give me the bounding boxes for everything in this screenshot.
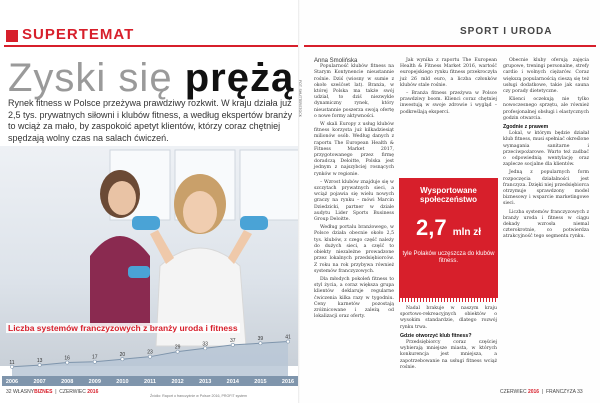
article-title xyxy=(8,56,294,101)
left-footer-mag-2: BIZNES xyxy=(34,389,53,395)
callout-line1: Wysportowane xyxy=(420,186,477,195)
chart-tick-label: 2012 xyxy=(171,379,184,385)
right-section-label: SPORT I URODA xyxy=(460,26,553,37)
text-column-3 xyxy=(503,58,589,384)
paragraph: – Branża fitness przeżywa w Polsce prawdziwy boom. Klienci coraz chętniej inwestują w swoje zdrowie i wygląd – podkreślają eksperci. xyxy=(400,91,497,115)
paragraph: Jak wynika z raportu The European Health & Fitness Market 2016, wartość europejskiego rynku fitness przekroczyła już 26 mld euro, a liczba członków klubów stale rośnie. xyxy=(400,58,497,88)
franchise-chart xyxy=(2,324,298,386)
callout-value xyxy=(399,216,498,245)
left-footer-year: 2016 xyxy=(87,389,99,395)
title-bold: prężą xyxy=(184,56,295,100)
header-rule xyxy=(4,45,298,47)
text-column-2-bottom xyxy=(400,306,497,386)
callout-number: 2,7 xyxy=(415,215,447,240)
left-footer: 32 WŁASNYBIZNES | CZERWIEC 2016 xyxy=(6,389,99,395)
chart-tick-label: 2009 xyxy=(88,379,101,385)
section-label-part1: SUPER xyxy=(22,26,79,43)
chart-title: Liczba systemów franczyzowych z branży uroda i fitness xyxy=(8,323,238,333)
chart-tick-label: 2006 xyxy=(5,379,19,385)
chart-tick-label: 2011 xyxy=(144,379,156,385)
paragraph: Popularność klubów fitness na Starym Kontynencie nieustannie rośnie. Dziś (wiosny w sumie z około sześćset lat). Branża, w której Polska ma także swój udział, to dziś niezwykle dynamiczny rynek, który nieustannie poszerza swoją ofertę o nowe formy aktywności. xyxy=(314,64,394,119)
chart-source: Źródło: Raport o franczyźnie w Polsce 2016, PROFIT system xyxy=(150,394,248,398)
chart-data-label: 41 xyxy=(285,334,291,341)
chart-tick-label: 2014 xyxy=(226,379,239,385)
chart-data-label: 39 xyxy=(257,336,264,343)
paragraph: Według portalu branżowego, w Polsce działa obecnie około 2,5 tys. klubów, z czego część należy do dużych sieci, a część to obiekty niezależne prowadzone przez lokalnych przedsiębiorców. Z roku na rok przybywa również systemów franczyzowych. xyxy=(314,225,394,274)
author-name: Anna Smolińska xyxy=(314,58,358,64)
section-label-part2: TEMAT xyxy=(78,26,135,43)
callout-unit: mln zł xyxy=(452,227,482,238)
chart-tick-label: 2007 xyxy=(33,379,46,385)
callout-dots xyxy=(399,298,498,302)
chart-data-label: 33 xyxy=(202,341,208,348)
paragraph: Liczba systemów franczyzowych z branży uroda i fitness w ciągu dekady wzrosła niemal czterokrotnie, co potwierdza atrakcyjność tego segmentu rynku. xyxy=(503,209,589,240)
chart-tick-label: 2015 xyxy=(254,379,267,385)
paragraph: Dla młodych pokoleń fitness to styl życia, a coraz większa grupa klientów deklaruje regularne ćwiczenia kilka razy w tygodniu. Ceny karnetów pozostają zróżnicowane i zależą od lokalizacji oraz oferty. xyxy=(314,276,394,320)
chart-data-label: 23 xyxy=(147,349,153,356)
callout-heading xyxy=(399,186,498,204)
chart-data-label: 16 xyxy=(64,355,70,362)
text-column-1 xyxy=(314,58,394,384)
chart-data-label: 20 xyxy=(119,352,126,359)
chart-data-label: 11 xyxy=(9,359,15,366)
chart-tick-label: 2010 xyxy=(116,379,129,385)
subheading: Gdzie otworzyć klub fitness? xyxy=(400,332,472,339)
paragraph: Lokal, w którym będzie działał klub fitness, musi spełniać określone wymagania sanitarne i przeciwpożarowe. Warto też zadbać o odpowiednią wentylację oraz zaplecze socjalne dla klientów. xyxy=(503,131,589,168)
chart-data-label: 37 xyxy=(230,337,236,344)
right-footer-page: 33 xyxy=(577,389,583,395)
chart-area xyxy=(12,342,288,376)
right-header-rule xyxy=(304,45,596,47)
paragraph: Klienci oczekują nie tylko nowoczesnego sprzętu, ale również profesjonalnej obsługi i elastycznych godzin otwarcia. xyxy=(503,97,589,121)
right-footer-month: CZERWIEC xyxy=(500,389,527,395)
chart-tick-label: 2016 xyxy=(281,379,295,385)
paragraph: Obecnie kluby oferują zajęcia grupowe, treningi personalne, strefy cardio i wolnych ciężarów. Coraz większą popularnością cieszą się też usługi dodatkowe, takie jak sauna czy porady dietetyczne. xyxy=(503,58,589,95)
chart-data-label: 17 xyxy=(92,354,98,361)
callout-line2: społeczeństwo xyxy=(420,195,477,204)
left-footer-page: 32 xyxy=(6,389,12,395)
section-label xyxy=(22,26,134,43)
chart-data-label: 13 xyxy=(36,358,43,365)
section-marker xyxy=(6,30,18,42)
chart-data-label: 29 xyxy=(174,344,181,351)
callout-description: tyle Polaków uczęszcza do klubów fitness. xyxy=(402,251,495,264)
paragraph: W skali Europy z usług klubów fitness korzysta już kilkadziesiąt milionów osób. Według danych z raportu The European Health & Fitness Market 2017, przygotowanego przez firmę doradczą Deloitte, Polska jest jednym z najszybciej rosnących rynków w regionie. xyxy=(314,122,394,177)
paragraph: Jedną z popularnych form rozpoczęcia działalności jest franczyza. Dzięki niej przedsiębiorca otrzymuje sprawdzony model biznesowy i wsparcie marketingowe sieci. xyxy=(503,170,589,207)
paragraph: – Wzrost klubów znajduje się w szczytach prywatnych sieci, a wciąż pojawia się wielu nowych graczy na rynku – mówi Marcin Dziedzicki, partner w dziale audytu Lider Sports Business Group Deloitte. xyxy=(314,179,394,223)
chart-tick-label: 2008 xyxy=(61,379,74,385)
subheading: Zgodnie z prawem xyxy=(503,124,549,131)
chart-tick-label: 2013 xyxy=(199,379,212,385)
chart-svg xyxy=(2,324,298,386)
right-footer-year: 2016 xyxy=(527,389,540,395)
right-page xyxy=(300,0,600,403)
stat-callout xyxy=(399,178,498,298)
text-column-2-top xyxy=(400,58,497,174)
paragraph: Przedsiębiorcy coraz częściej wybierają mniejsze miasta, w których konkurencja jest mniejsza, a zapotrzebowanie na usługi fitness wciąż rośnie. xyxy=(400,340,497,370)
right-footer: CZERWIEC 2016 | FRANCZYZA 33 xyxy=(500,389,583,395)
paragraph: Nadal brakuje w naszym kraju sportowo-rekreacyjnych obiektów o wysokim standardzie, dlatego rozwój rynku trwa. xyxy=(400,306,497,330)
right-footer-brand: FRANCZYZA xyxy=(545,389,576,395)
left-footer-month: CZERWIEC xyxy=(59,389,86,395)
photo-credit: FOT. SHUTTERSTOCK xyxy=(298,80,302,118)
left-footer-mag-1: WŁASNY xyxy=(12,389,35,395)
title-light: Zyski się xyxy=(8,56,173,100)
article-lead: Rynek fitness w Polsce przeżywa prawdziwy rozkwit. W kraju działa już 2,5 tys. prywatnych siłowni i klubów fitness, a według ekspertów branży to wciąż za mało, by zaspokoić apetyt klientów, którzy coraz chętniej spędzają wolny czas na salach ćwiczeń. xyxy=(8,98,293,143)
